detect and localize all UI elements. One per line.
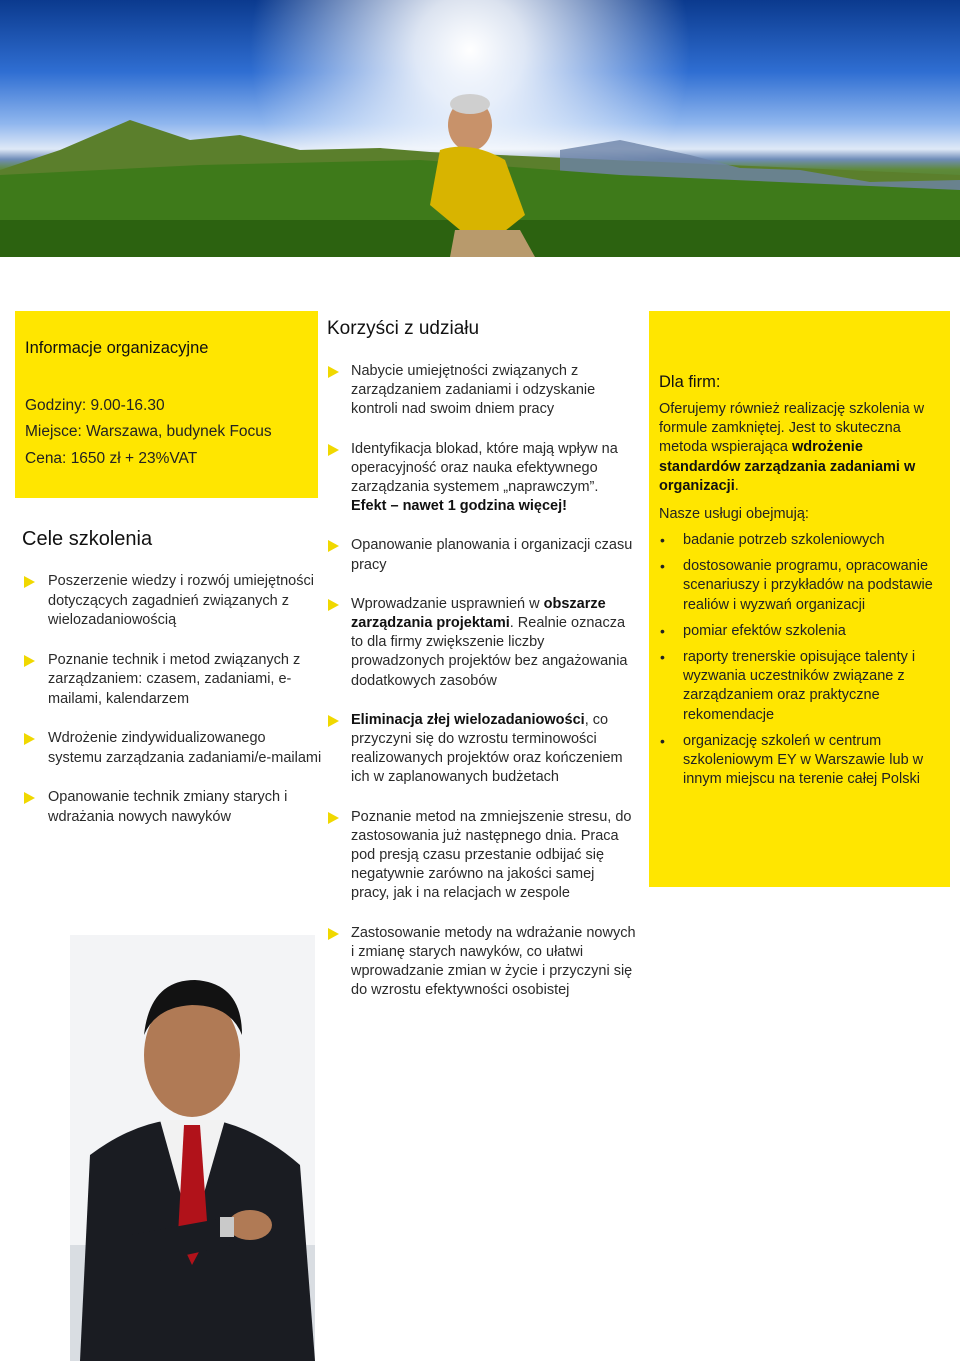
services-list bbox=[657, 531, 947, 796]
list-item: • pomiar efektów szkolenia bbox=[657, 622, 947, 641]
services-label: Nasze usługi obejmują: bbox=[659, 506, 809, 522]
list-item: • dostosowanie programu, opracowanie scenariuszy i przykładów na podstawie realiów i wyzwań organizacji bbox=[660, 558, 933, 613]
firms-offer: Oferujemy również realizację szkolenia w formule zamkniętej. Jest to skuteczna metoda wspierająca wdrożenie standardów zarządzania zadaniami w organizacji. bbox=[659, 401, 925, 494]
info-place bbox=[25, 423, 272, 441]
price-value: 1650 zł + 23%VAT bbox=[70, 450, 198, 467]
bullet-icon: • bbox=[660, 558, 665, 575]
list-item: Wprowadzanie usprawnień w obszarze zarządzania projektami. Realnie oznacza to dla firmy zwiększenie liczby prowadzonych projektów bez angażowania dodatkowych zasobów bbox=[326, 595, 636, 691]
bullet-icon: • bbox=[660, 732, 665, 749]
list-item: Wdrożenie zindywidualizowanego systemu zarządzania zadaniami/e-mailami bbox=[22, 729, 322, 768]
info-price bbox=[25, 450, 197, 468]
hours-label: Godziny: bbox=[25, 397, 87, 414]
info-hours bbox=[25, 397, 165, 415]
firms-box bbox=[649, 311, 950, 887]
list-item: Poszerzenie wiedzy i rozwój umiejętności dotyczących zagadnień związanych z wielozadaniowością bbox=[22, 572, 322, 631]
place-value: Warszawa, budynek Focus bbox=[86, 423, 272, 440]
price-label: Cena: bbox=[25, 450, 67, 467]
firms-title: Dla firm: bbox=[659, 373, 721, 391]
place-label: Miejsce: bbox=[25, 423, 82, 440]
hours-value: 9.00-16.30 bbox=[90, 397, 165, 414]
triangle-bullet-icon bbox=[328, 366, 339, 378]
triangle-bullet-icon bbox=[328, 540, 339, 552]
goals-list bbox=[22, 572, 322, 847]
list-item: Eliminacja złej wielozadaniowości, co przyczyni się do wzrostu terminowości realizowanych projektów oraz kończeniem ich w zaplanowanych budżetach bbox=[326, 711, 636, 788]
info-box bbox=[15, 311, 318, 498]
benefits-list bbox=[326, 362, 636, 1020]
triangle-bullet-icon bbox=[328, 715, 339, 727]
list-item: Nabycie umiejętności związanych z zarządzaniem zadaniami i odzyskanie kontroli nad swoim dniem pracy bbox=[326, 362, 636, 420]
list-item: Opanowanie planowania i organizacji czasu pracy bbox=[326, 536, 636, 574]
list-item: Zastosowanie metody na wdrażanie nowych i zmianę starych nawyków, co ułatwi wprowadzanie zmian w życie i przyczyni się do wzrostu efektywności osobistej bbox=[326, 924, 636, 1001]
triangle-bullet-icon bbox=[328, 444, 339, 456]
hero-photo bbox=[0, 0, 960, 257]
list-item: • organizację szkoleń w centrum szkoleniowym EY w Warszawie lub w innym miejscu na terenie całej Polski bbox=[660, 732, 924, 788]
list-item: • raporty trenerskie opisujące talenty i wyzwania uczestników związane z zarządzaniem oraz praktyczne rekomendacje bbox=[660, 649, 916, 723]
list-item: Poznanie technik i metod związanych z zarządzaniem: czasem, zadaniami, e-mailami, kalendarzem bbox=[22, 651, 322, 710]
triangle-bullet-icon bbox=[24, 792, 35, 804]
list-item: Opanowanie technik zmiany starych i wdrażania nowych nawyków bbox=[22, 788, 322, 827]
goals-title: Cele szkolenia bbox=[22, 528, 153, 550]
list-item: • badanie potrzeb szkoleniowych bbox=[657, 531, 947, 550]
bullet-icon: • bbox=[660, 649, 665, 666]
triangle-bullet-icon bbox=[328, 928, 339, 940]
list-item: Identyfikacja blokad, które mają wpływ na operacyjność oraz nauka efektywnego zarządzania systemem „naprawczym”. Efekt – nawet 1 godzina więcej! bbox=[326, 440, 636, 517]
list-item: Poznanie metod na zmniejszenie stresu, do zastosowania już następnego dnia. Praca pod presją czasu przestanie odbijać się negatywnie zarówno na jakości samej pracy, jak i na relacjach w zespole bbox=[326, 808, 636, 904]
triangle-bullet-icon bbox=[24, 655, 35, 667]
bullet-icon: • bbox=[660, 532, 665, 548]
triangle-bullet-icon bbox=[328, 812, 339, 824]
triangle-bullet-icon bbox=[24, 576, 35, 588]
benefits-title: Korzyści z udziału bbox=[327, 318, 480, 339]
triangle-bullet-icon bbox=[24, 733, 35, 745]
bullet-icon: • bbox=[660, 622, 665, 639]
info-title: Informacje organizacyjne bbox=[25, 339, 209, 357]
triangle-bullet-icon bbox=[328, 599, 339, 611]
businessman-photo bbox=[70, 935, 315, 1361]
